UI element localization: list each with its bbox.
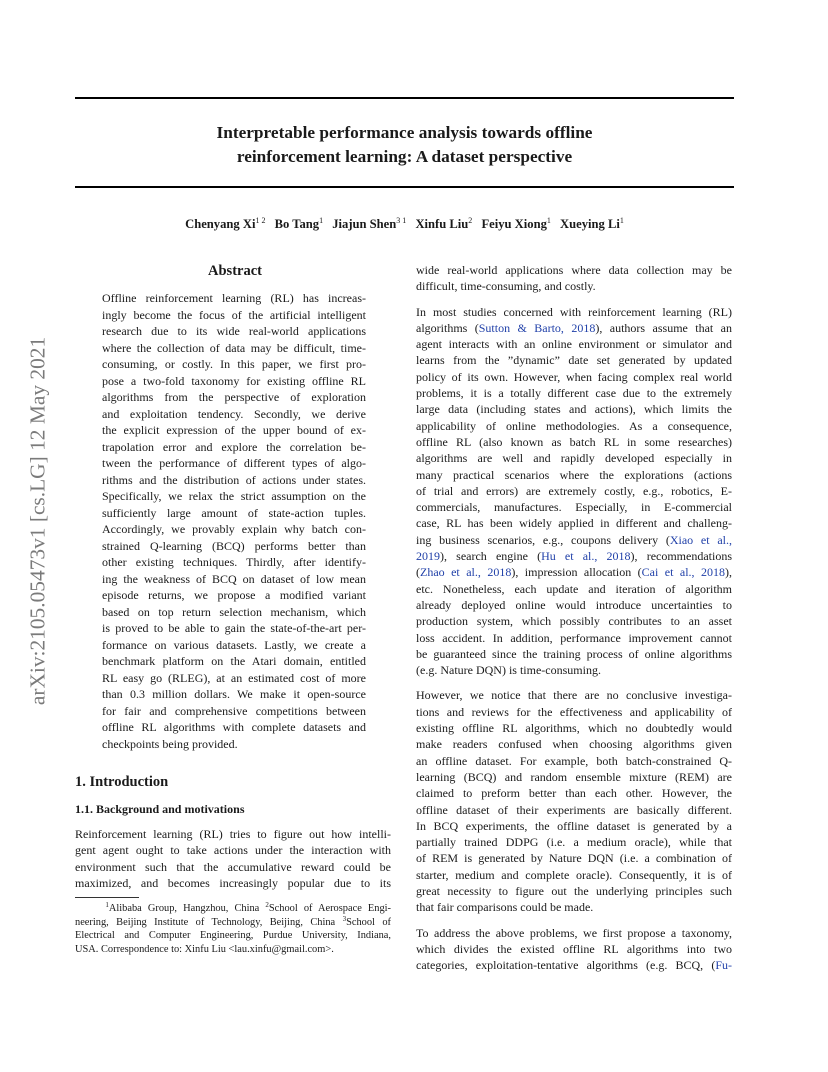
footnote-line: Electrical and Computer Engineering, Purdue University, Indiana, xyxy=(75,930,391,942)
author-list xyxy=(75,215,734,233)
footnote-line: neering, Beijing Institute of Technology, Beijing, China $^3$School of xyxy=(75,914,392,928)
top-rule xyxy=(75,97,734,99)
title-bottom-rule xyxy=(75,186,734,188)
text-line: In most studies concerned with reinforcement learning (RL) xyxy=(416,304,732,319)
text-line: case, RL has been widely applied in different and challeng- xyxy=(416,516,732,531)
text-line: (e.g. Nature DQN) is time-consuming. xyxy=(416,663,601,678)
affiliation-footnote xyxy=(75,902,391,956)
abstract-line: based on top return selection mechanism, which xyxy=(102,604,366,619)
text-line: agent interacts with an online environment or simulator and xyxy=(416,337,732,352)
text-line: commercials, manufactures. Especially, in E-commercial xyxy=(416,500,732,515)
text-line: large data (including states and actions), which limits the xyxy=(416,402,732,417)
author: Jiajun Shen$^{3 1}$ xyxy=(332,216,407,231)
text-line: many practical scenarios where the explorations (actions xyxy=(416,467,732,482)
abstract-line: benchmark platform on the Atari domain, entitled xyxy=(102,654,366,668)
abstract-line: where the collection of data may be difficult, time- xyxy=(102,340,366,355)
text-line: make readers confused when choosing algorithms given xyxy=(416,737,732,752)
footnote-rule xyxy=(75,897,139,898)
citation-link[interactable]: Xiao et al., xyxy=(669,532,732,547)
abstract-line: the explicit expression of the upper bound of ex- xyxy=(102,423,366,437)
text-line: problems, it is a totally different case due to the extremely xyxy=(416,386,732,401)
text-line: In BCQ experiments, the offline dataset is generated by a xyxy=(416,818,732,833)
abstract-line: Accordingly, we provably explain why batch con- xyxy=(102,522,366,536)
text-line: starter, medium and complete oracle). Consequently, it is of xyxy=(416,867,732,882)
text-line: loss accident. In addition, performance improvement cannot xyxy=(416,630,732,645)
citation-link[interactable]: Sutton & Barto, 2018 xyxy=(478,320,596,335)
abstract-line: research due to its wide real-world applications xyxy=(102,324,366,338)
citation-link[interactable]: Fu- xyxy=(715,958,732,973)
abstract-line: episode returns, we propose a modified variant xyxy=(102,588,366,602)
right-column xyxy=(416,262,732,973)
abstract-line: Specifically, we relax the strict assumption on the xyxy=(102,489,366,503)
text-line: an offline dataset. For example, both batch-constrained Q- xyxy=(416,753,732,768)
citation-link[interactable]: 2019 xyxy=(416,549,440,564)
abstract-line: and exploitation tendency. Secondly, we derive xyxy=(102,406,366,421)
abstract-body xyxy=(102,290,366,752)
text-line: (Zhao et al., 2018), impression allocation (Cai et al., 2018), xyxy=(416,565,732,580)
abstract-line: strained Q-learning (BCQ) performs better than xyxy=(102,538,366,553)
abstract-line: consuming, or costly. In this paper, we first pro- xyxy=(102,357,366,371)
text-line: already deployed online would introduce uncertainties to xyxy=(416,597,732,612)
paper-title xyxy=(75,121,734,169)
author: Feiyu Xiong$^1$ xyxy=(481,216,551,231)
abstract-line: other existing techniques. Thirdly, after identify- xyxy=(102,555,366,569)
author: Xueying Li$^1$ xyxy=(560,216,624,231)
title-line: Interpretable performance analysis towards offline xyxy=(216,123,593,142)
text-line: However, we notice that there are no conclusive investiga- xyxy=(416,688,732,703)
text-line: which divides the existed offline RL algorithms into two xyxy=(416,941,732,956)
text-line: categories, exploitation-tentative algorithms (e.g. BCQ, (Fu- xyxy=(416,958,732,973)
abstract-line: ing the weakness of BCQ on dataset of low mean xyxy=(102,571,366,586)
abstract-line: is proved to be able to gain the state-of-the-art per- xyxy=(102,621,366,635)
text-line: claimed to preform better than each other. However, the xyxy=(416,786,732,801)
text-line: ing business scenarios, e.g., coupons delivery (Xiao et al., xyxy=(416,532,732,547)
author: Xinfu Liu$^2$ xyxy=(415,216,473,231)
abstract-line: sufficiently large amount of state-action tuples. xyxy=(102,505,366,520)
abstract-line: pose a two-fold taxonomy for existing offline RL xyxy=(102,373,366,388)
text-line: algorithms (Sutton & Barto, 2018), authors assume that an xyxy=(416,320,733,335)
title-line: reinforcement learning: A dataset perspective xyxy=(236,147,573,166)
abstract-line: than 0.3 million dollars. We make it open-source xyxy=(102,687,366,701)
abstract-line: offline RL algorithms with complete datasets and xyxy=(102,720,366,734)
author: Chenyang $Xi^{1 2}$ xyxy=(185,216,266,231)
text-line: tions and reviews for the effectiveness and applicability of xyxy=(416,704,732,719)
text-line: offline RL (also known as batch RL in some researches) xyxy=(416,434,732,449)
abstract-line: RL easy go (RLEG), at an estimated cost of more xyxy=(102,670,366,685)
text-line: policy of its own. However, when facing complex real world xyxy=(416,369,732,384)
citation-link[interactable]: Zhao et al., 2018 xyxy=(420,565,512,580)
abstract-line: tween the performance of different types of algo- xyxy=(102,456,366,470)
footnote-line: $^1$Alibaba Group, Hangzhou, China $^2$School of Aerospace Engi- xyxy=(105,901,391,914)
text-line: offline dataset of their experiments are basically different. xyxy=(416,802,732,817)
abstract-heading: Abstract xyxy=(208,263,262,279)
text-line: partially trained DDPG (i.e. a medium oracle), while that xyxy=(416,835,732,850)
abstract-line: trapolation error and explore the correlation be- xyxy=(102,439,366,454)
intro-line: environment such that the accumulative reward could be xyxy=(75,859,391,874)
author: Bo Tang$^1$ xyxy=(274,216,324,231)
subsection-heading: 1.1. Background and motivations xyxy=(75,802,245,816)
abstract-line: Offline reinforcement learning (RL) has increas- xyxy=(102,291,366,305)
abstract-line: checkpoints being provided. xyxy=(102,736,238,751)
intro-paragraph xyxy=(75,826,391,891)
arxiv-identifier: arXiv:2105.05473v1 [cs.LG] 12 May 2021 xyxy=(25,336,50,706)
text-line: be guaranteed since the training process of online algorithms xyxy=(416,646,732,661)
text-line: learning (BCQ) and random ensemble mixture (REM) are xyxy=(416,769,732,784)
abstract-line: ingly become the focus of the artificial intelligent xyxy=(102,307,366,322)
arxiv-sidebar xyxy=(24,283,52,759)
text-line: wide real-world applications where data collection may be xyxy=(416,263,732,277)
intro-line: gent agent ought to take actions under the interaction with xyxy=(75,843,391,858)
text-line: production system, which possibly contributes to an asset xyxy=(416,614,732,629)
citation-link[interactable]: Hu et al., 2018 xyxy=(541,549,631,564)
text-line: that fair comparisons could be made. xyxy=(416,900,594,915)
intro-line: Reinforcement learning (RL) tries to figure out how intelli- xyxy=(75,827,391,841)
text-line: applicability of online methodologies. As a consequence, xyxy=(416,418,732,433)
abstract-line: algorithms from the perspective of exploration xyxy=(102,390,366,404)
text-line: of REM is generated by Nature DQN (i.e. a combination of xyxy=(416,851,732,866)
footnote-line: USA. Correspondence to: Xinfu Liu <lau.xinfu@gmail.com>. xyxy=(75,943,334,955)
text-line: great necessity to figure out the underlying principles such xyxy=(416,883,732,898)
text-line: existing offline RL algorithms, which no doubtedly would xyxy=(416,721,732,736)
text-line: of trial and errors) are extremely costly, e.g., robotics, E- xyxy=(416,483,732,498)
text-line: algorithms are well and rapidly developed especially in xyxy=(416,451,732,466)
text-line: To address the above problems, we first propose a taxonomy, xyxy=(416,925,732,940)
section-heading: 1. Introduction xyxy=(75,774,169,790)
abstract-line: for fair and comprehensive competitions between xyxy=(102,703,366,718)
text-line: difficult, time-consuming, and costly. xyxy=(416,279,596,294)
text-line: learns from the ”dynamic” date set generated by updated xyxy=(416,353,732,368)
intro-line: maximized, and becomes increasingly popular due to its xyxy=(75,875,391,890)
citation-link[interactable]: Cai et al., 2018 xyxy=(641,565,725,580)
abstract-line: formance on various datasets. Lastly, we create a xyxy=(102,637,366,652)
text-line: 2019), search engine (Hu et al., 2018), recommendations xyxy=(416,549,733,564)
text-line: etc. Nonetheless, each update and iteration of algorithm xyxy=(416,581,732,596)
abstract-line: rithms and the distribution of actions under states. xyxy=(102,472,366,487)
